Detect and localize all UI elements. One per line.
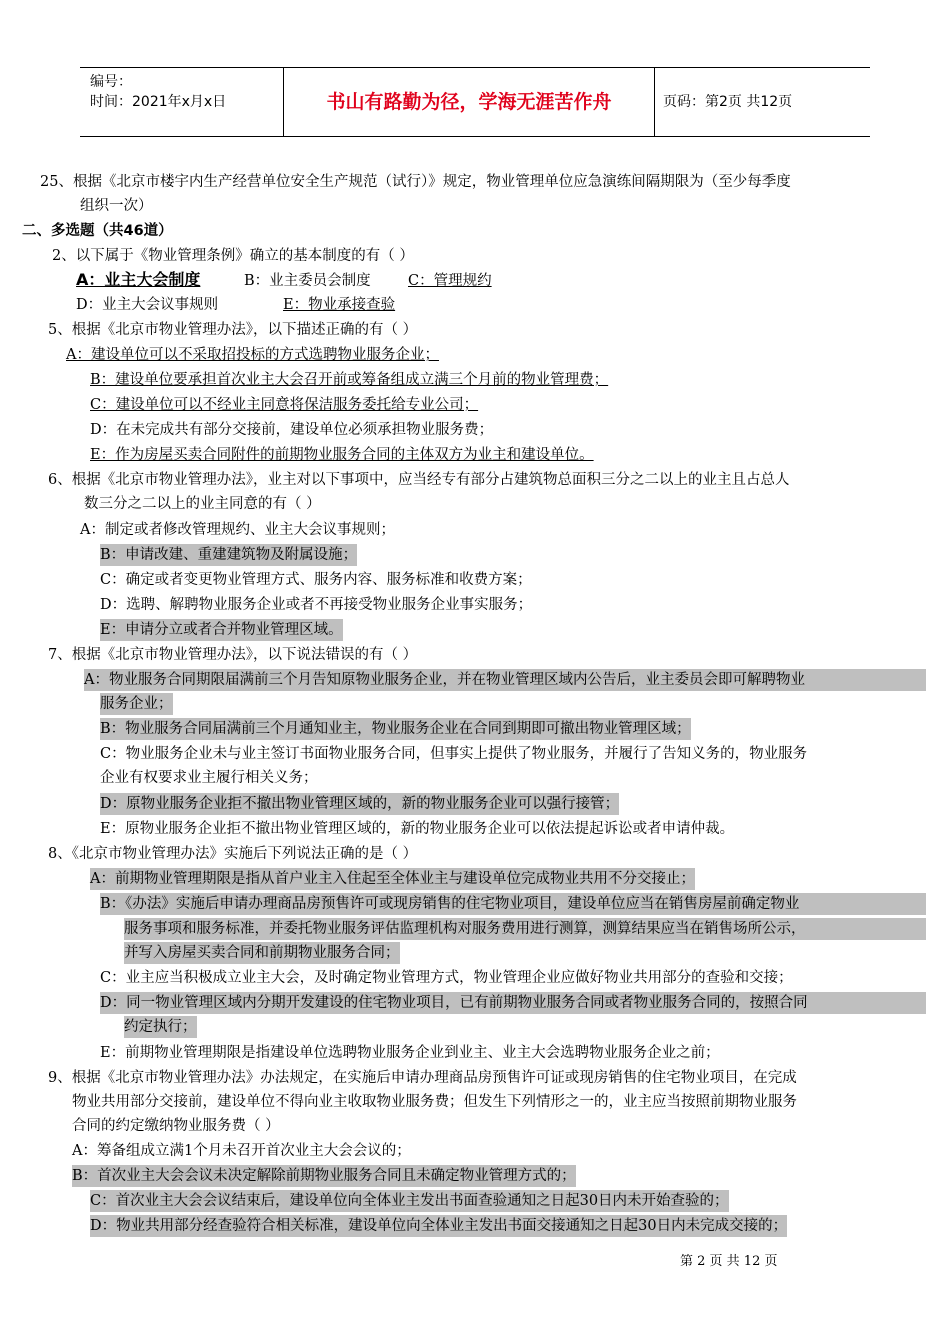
question-6-line-2: 数三分之二以上的业主同意的有（ ）: [84, 496, 321, 512]
question-7: 7、根据《北京市物业管理办法》，以下说法错误的有（ ）: [48, 647, 418, 663]
q2-option-a: A：业主大会制度: [76, 270, 201, 289]
question-9-line-2: 物业共用部分交接前，建设单位不得向业主收取物业服务费；但发生下列情形之一的，业主应当按照前期物业服务: [72, 1094, 797, 1110]
q2-option-c: C：管理规约: [408, 273, 492, 289]
q7-option-a-line-2: 服务企业；: [100, 693, 173, 715]
q7-option-e: E：原物业服务企业拒不撤出物业管理区域的，新的物业服务企业可以依法提起诉讼或者申请仲裁。: [100, 821, 735, 837]
q6-option-a: A：制定或者修改管理规约、业主大会议事规则；: [80, 522, 395, 538]
q5-option-e: E：作为房屋买卖合同附件的前期物业服务合同的主体双方为业主和建设单位。: [90, 447, 594, 463]
header-meta: [80, 68, 283, 136]
q6-option-b: B：申请改建、重建建筑物及附属设施；: [100, 544, 357, 566]
q9-option-b: B：首次业主大会会议未决定解除前期物业服务合同且未确定物业管理方式的；: [72, 1165, 576, 1187]
q5-option-a: A：建设单位可以不采取招投标的方式选聘物业服务企业；: [66, 347, 439, 363]
page-header: [80, 67, 870, 137]
q5-option-d: D：在未完成共有部分交接前，建设单位必须承担物业服务费；: [90, 422, 494, 438]
question-5: 5、根据《北京市物业管理办法》，以下描述正确的有（ ）: [48, 322, 418, 338]
date-label: 时间：2021年x月x日: [90, 94, 227, 110]
q8-option-d-line-2: 约定执行；: [124, 1016, 197, 1038]
question-8: 8、《北京市物业管理办法》实施后下列说法正确的是（ ）: [48, 846, 418, 862]
q8-option-b-line-1: B：《办法》实施后申请办理商品房预售许可或现房销售的住宅物业项目，建设单位应当在销售房屋前确定物业: [100, 893, 926, 915]
q8-option-e: E：前期物业管理期限是指建设单位选聘物业服务企业到业主、业主大会选聘物业服务企业之前；: [100, 1045, 720, 1061]
q8-option-d-line-1: D：同一物业管理区域内分期开发建设的住宅物业项目，已有前期物业服务合同或者物业服务合同的，按照合同: [100, 992, 926, 1014]
q6-option-d: D：选聘、解聘物业服务企业或者不再接受物业服务企业事实服务；: [100, 597, 533, 613]
page-label: 页码：第2页 共12页: [663, 94, 793, 110]
question-9-line-1: 9、根据《北京市物业管理办法》办法规定，在实施后申请办理商品房预售许可证或现房销售的住宅物业项目，在完成: [48, 1070, 797, 1086]
q8-option-b-line-2: 服务事项和服务标准，并委托物业服务评估监理机构对服务费用进行测算，测算结果应当在销售场所公示，: [124, 918, 926, 940]
question-6-line-1: 6、根据《北京市物业管理办法》，业主对以下事项中，应当经专有部分占建筑物总面积三分之二以上的业主且占总人: [48, 472, 790, 488]
q7-option-b: B：物业服务合同届满前三个月通知业主，物业服务企业在合同到期即可撤出物业管理区域；: [100, 718, 691, 740]
question-25-line-1: 25、根据《北京市楼宇内生产经营单位安全生产规范（试行）》规定，物业管理单位应急演练间隔期限为（至少每季度: [40, 174, 791, 190]
q2-option-e: E：物业承接查验: [283, 297, 396, 313]
q9-option-a: A：筹备组成立满1个月未召开首次业主大会会议的；: [72, 1143, 411, 1159]
motto: 书山有路勤为径，学海无涯苦作舟: [283, 68, 655, 136]
q8-option-a: A：前期物业管理期限是指从首户业主入住起至全体业主与建设单位完成物业共用不分交接止；: [90, 868, 695, 890]
q9-option-c: C：首次业主大会会议结束后，建设单位向全体业主发出书面查验通知之日起30日内未开始查验的；: [90, 1190, 729, 1212]
question-9-line-3: 合同的约定缴纳物业服务费（ ）: [72, 1118, 280, 1134]
q8-option-b-line-3: 并写入房屋买卖合同和前期物业服务合同；: [124, 942, 400, 964]
q5-option-c: C：建设单位可以不经业主同意将保洁服务委托给专业公司；: [90, 397, 479, 413]
q7-option-d: D：原物业服务企业拒不撤出物业管理区域的，新的物业服务企业可以强行接管；: [100, 793, 619, 815]
question-25-line-2: 组织一次）: [80, 198, 153, 214]
number-label: 编号：: [90, 74, 132, 90]
section-heading: 二、多选题（共46道）: [22, 223, 173, 239]
q2-option-b: B：业主委员会制度: [244, 273, 371, 289]
q6-option-e: E：申请分立或者合并物业管理区域。: [100, 619, 343, 641]
q5-option-b: B：建设单位要承担首次业主大会召开前或筹备组成立满三个月前的物业管理费；: [90, 372, 609, 388]
q9-option-d: D：物业共用部分经查验符合相关标准，建设单位向全体业主发出书面交接通知之日起30日内未完成交接的；: [90, 1215, 787, 1237]
q7-option-c-line-1: C：物业服务企业未与业主签订书面物业服务合同，但事实上提供了物业服务，并履行了告知义务的，物业服务: [100, 746, 808, 762]
q2-option-d: D：业主大会议事规则: [76, 297, 219, 313]
question-2: 2、以下属于《物业管理条例》确立的基本制度的有（ ）: [52, 248, 414, 264]
q8-option-c: C：业主应当积极成立业主大会，及时确定物业管理方式，物业管理企业应做好物业共用部分的查验和交接；: [100, 970, 793, 986]
q6-option-c: C：确定或者变更物业管理方式、服务内容、服务标准和收费方案；: [100, 572, 532, 588]
q7-option-c-line-2: 企业有权要求业主履行相关义务；: [100, 770, 318, 786]
q7-option-a-line-1: A：物业服务合同期限届满前三个月告知原物业服务企业，并在物业管理区域内公告后，业主委员会即可解聘物业: [84, 669, 926, 691]
page-footer: 第 2 页 共 12 页: [680, 1254, 778, 1269]
